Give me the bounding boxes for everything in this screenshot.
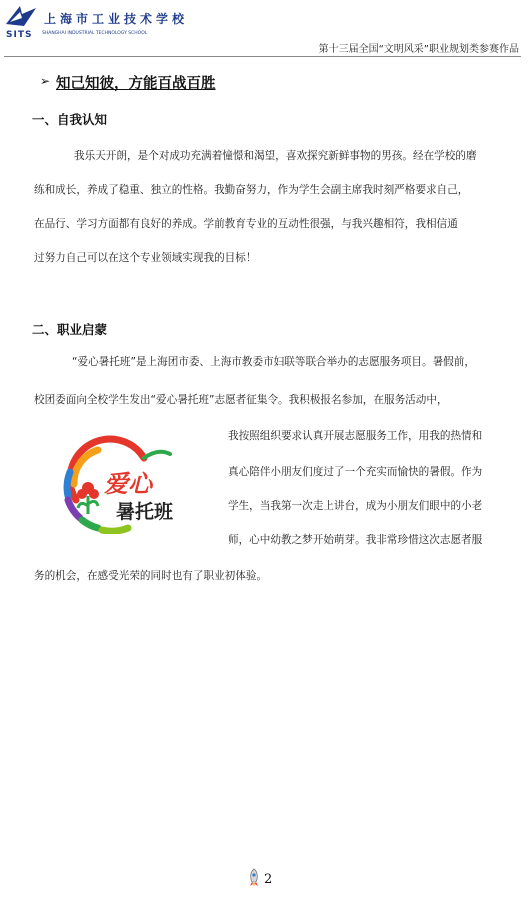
paragraph-line: 校团委面向全校学生发出“爱心暑托班”志愿者征集令。我积极报名参加，在服务活动中， <box>34 394 448 406</box>
paragraph-line: “爱心暑托班”是上海团市委、上海市教委市妇联等联合举办的志愿服务项目。暑假前， <box>72 356 475 368</box>
section-title: 知己知彼，方能百战百胜 <box>56 76 216 92</box>
self-awareness-heading: 一、自我认知 <box>32 112 108 127</box>
paragraph-line: 过努力自己可以在这个专业领域实现我的目标！ <box>34 252 257 264</box>
header-divider <box>4 56 521 57</box>
paragraph-line: 师，心中幼教之梦开始萌芽。我非常珍惜这次志愿者服 <box>228 534 483 546</box>
arrow-bullet-icon: ➢ <box>40 74 51 88</box>
paragraph-line: 练和成长，养成了稳重、独立的性格。我勤奋努力，作为学生会副主席我时刻严格要求自己， <box>34 184 469 196</box>
paragraph-line: 我按照组织要求认真开展志愿服务工作，用我的热情和 <box>228 430 483 442</box>
school-name-cn: 上海市工业技术学校 <box>44 12 189 26</box>
summer-care-class-logo-icon <box>58 434 206 534</box>
paragraph-line: 务的机会，在感受光荣的同时也有了职业初体验。 <box>34 570 268 582</box>
page-footer <box>246 868 286 892</box>
page-number: 2 <box>264 872 273 887</box>
school-name-en: SHANGHAI INDUSTRIAL TECHNOLOGY SCHOOL <box>42 31 148 36</box>
svg-text:爱心: 爱心 <box>104 470 152 498</box>
career-start-heading: 二、职业启蒙 <box>32 322 108 337</box>
paragraph-line: 真心陪伴小朋友们度过了一个充实而愉快的暑假。作为 <box>228 466 483 478</box>
header-caption: 第十三届全国“文明风采”职业规划类参赛作品 <box>318 44 519 55</box>
rocket-icon <box>246 868 262 888</box>
svg-text:暑托班: 暑托班 <box>116 501 174 523</box>
paragraph-line: 我乐天开朗，是个对成功充满着憧憬和渴望，喜欢探究新鲜事物的男孩。经在学校的磨 <box>74 150 477 162</box>
school-logo <box>4 4 189 40</box>
school-emblem-icon <box>4 4 38 32</box>
school-abbr: SITS <box>6 30 33 40</box>
paragraph-line: 学生，当我第一次走上讲台，成为小朋友们眼中的小老 <box>228 500 483 512</box>
paragraph-line: 在品行、学习方面都有良好的养成。学前教育专业的互动性很强，与我兴趣相符，我相信通 <box>34 218 458 230</box>
